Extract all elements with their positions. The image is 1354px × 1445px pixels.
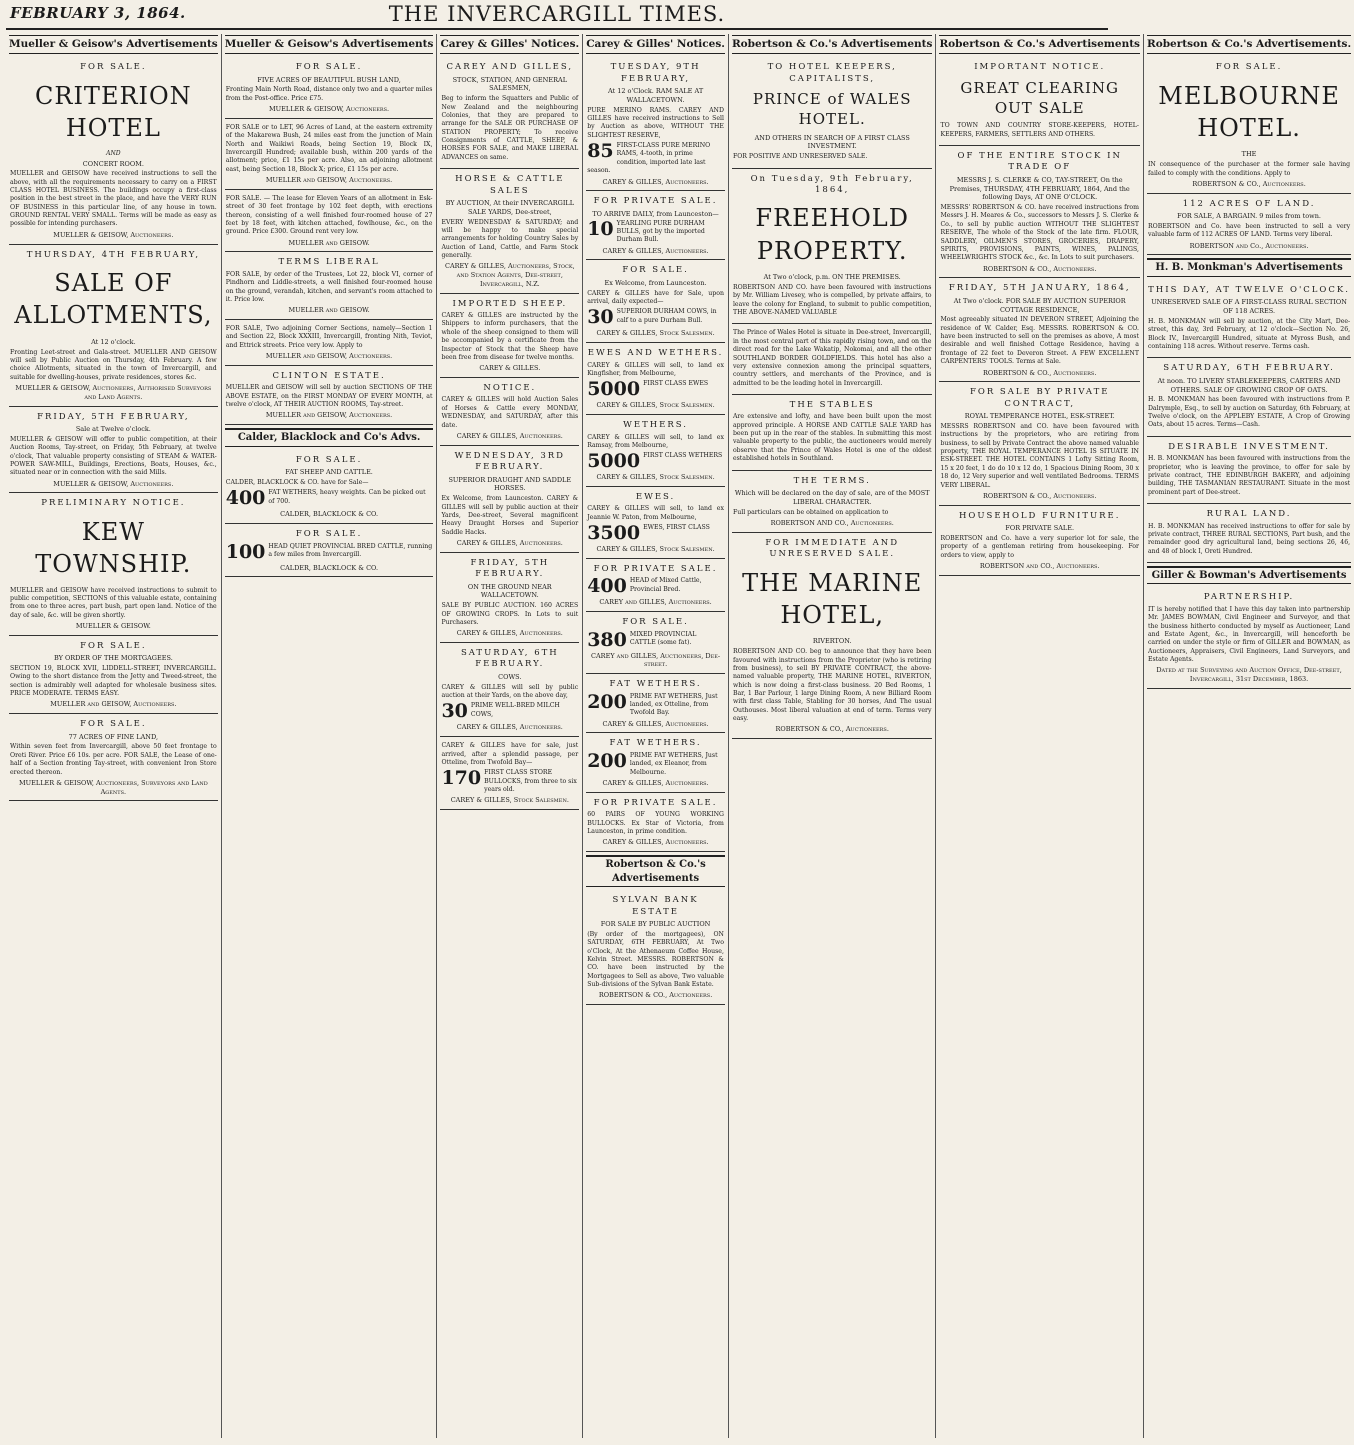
ad-line: SUPERIOR DRAUGHT AND SADDLE HORSES. (448, 475, 572, 493)
lot-description: FIRST CLASS STORE BULLOCKS, from three to six years old. (484, 769, 577, 793)
ad-body: EVERY WEDNESDAY & SATURDAY; and will be happy to make special arrangements for holding Country Sales by Auction of Land, Cattle, and Farm Stock generally. (441, 218, 579, 259)
ad-line: TO ARRIVE DAILY, from Launceston— (592, 209, 719, 218)
section-header: Robertson & Co.'s Advertisements (586, 855, 725, 887)
ad-body: FOR SALE or to LET, 96 Acres of Land, at the eastern extremity of the Makarewa Bush, 24 miles east from the junction of Main North and Waikiwi Roads, being Section 19, Block IX, Invercargill Hundred; available bush, within 200 yards of the allotment; price, £1 15s per acre. Also, an adjoining allotment east, being Section 18, Block X; price, £1 15s per acre. (225, 123, 433, 173)
ad-signature: CAREY & GILLES, Auctioneers. (602, 246, 709, 255)
ad-signature: MUELLER & GEISOW, Auctioneers. (53, 479, 174, 488)
lot-number: 200 (587, 749, 627, 772)
ad-title: PRELIMINARY NOTICE. (41, 498, 186, 509)
lot-quantity (226, 489, 433, 508)
ad-line: MESSRS J. S. CLERKE & CO, TAY-STREET, On the Premises, THURSDAY, 4TH FEBRUARY, 1864, And the following Days, AT ONE O'CLOCK. (949, 175, 1130, 202)
ad-signature: MUELLER & GEISOW, Auctioneers, Authorised Surveyors and Land Agents. (15, 384, 212, 401)
ad-headline: SALE OF ALLOTMENTS, (14, 269, 213, 330)
lot-description: FIRST CLASS WETHERS (643, 452, 723, 460)
column-2 (222, 34, 438, 1438)
ad-signature: MUELLER and GEISOW, Auctioneers. (265, 411, 393, 420)
advertisement (732, 324, 933, 395)
advertisement (939, 278, 1140, 382)
lot-quantity (441, 769, 578, 794)
ad-body: MESSRS ROBERTSON and CO. have been favoured with instructions by the proprietors, who are retiring from business, to sell by Private Contract the above named valuable property, THE ROYAL TEMPERANCE HOTEL IS SITUATE IN ESK-STREET. THE HOTEL CONTAINS 1 Lofty Sitting Room, 15 x 20 feet, 1 do do 10 x 12 do, 1 Spacious Dining Room, 30 x 18 do, 12 Very superior and well ventilated Bedrooms. TERMS VERY LIBERAL. (940, 423, 1139, 489)
advertisement (586, 260, 725, 343)
advertisement (225, 524, 434, 577)
ad-title: CAREY AND GILLES, (446, 62, 574, 73)
ad-line: COWS. (498, 672, 522, 681)
ad-line: CONCERT ROOM. (82, 159, 144, 168)
advertisement (1147, 587, 1351, 689)
ad-title: WEDNESDAY, 3RD FEBRUARY. (454, 450, 565, 473)
ad-line: FOR SALE BY PUBLIC AUCTION (600, 920, 711, 929)
ad-line: BY ORDER OF THE MORTGAGEES. (53, 654, 173, 663)
ad-title: WETHERS. (623, 420, 688, 431)
ad-signature: CAREY & GILLES, Stock Salesmen. (596, 545, 715, 554)
advertisement (732, 169, 933, 325)
ad-body: Fronting Main North Road, distance only two and a quarter miles from the Post-office. Price £75. (225, 86, 433, 102)
ad-signature: CAREY & GILLES, Auctioneers. (602, 838, 709, 847)
ad-body: CAREY & GILLES are instructed by the Shippers to inform purchasers, that the whole of the sheep consigned to them will be accompanied by a certificate from the Inspector of Stock that the Sheep have been free from disease for twelve months. (441, 312, 579, 361)
lot-description: FIRST CLASS EWES (643, 380, 709, 388)
ad-body: Ex Welcome, from Launceston. CAREY & GILLES will sell by public auction at their Yards, Dee-street, Several magnificent Heavy Draught Horses and Superior Saddle Hacks. (441, 495, 579, 536)
ad-title: OF THE ENTIRE STOCK IN TRADE OF (957, 150, 1122, 173)
ad-title: FRIDAY, 5TH JANUARY, 1864, (948, 283, 1131, 294)
ad-body: 60 PAIRS OF YOUNG WORKING BULLOCKS. Ex Star of Victoria, from Launceston, in prime condition. (587, 811, 724, 835)
ad-signature: MUELLER and GEISOW. (288, 238, 370, 247)
ad-title: FOR SALE. (622, 617, 689, 628)
lot-number: 3500 (587, 522, 641, 545)
ad-signature: CAREY & GILLES, Auctioneers, Stock, and Station Agents, Dee-street, Invercargill, N.Z. (444, 262, 575, 288)
column-header: Mueller & Geisow's Advertisements (225, 35, 434, 54)
ad-title: DESIRABLE INVESTMENT. (1168, 441, 1330, 452)
advertisement (1147, 57, 1351, 194)
ad-body: SALE BY PUBLIC AUCTION. 160 ACRES OF GROWING CROPS. In Lots to suit Purchasers. (441, 602, 579, 626)
ad-title: FAT WETHERS. (609, 679, 702, 690)
lot-quantity (587, 380, 724, 399)
ad-line: At 12 o'clock. (91, 337, 136, 346)
advertisement (440, 294, 579, 378)
ad-title: FOR SALE. (80, 62, 147, 73)
advertisement (586, 559, 725, 612)
ad-body: CAREY & GILLES will sell by public auction at their Yards, on the above day, (441, 683, 579, 700)
ad-line: At Two o'clock, p.m. ON THE PREMISES. (763, 273, 901, 282)
newspaper-title: THE INVERCARGILL TIMES. (388, 2, 726, 26)
advertisement (1147, 504, 1351, 563)
advertisement (586, 343, 725, 415)
ad-title: 112 ACRES OF LAND. (1182, 198, 1316, 209)
ad-line: THE (1241, 150, 1257, 159)
ad-signature: MUELLER and GEISOW, Auctioneers. (50, 700, 177, 709)
ad-body: H. B. MONKMAN has been favoured with instructions from P. Dalrymple, Esq., to sell by auction on Saturday, 6th February, at Twelve o'clock, on the APPLEBY ESTATE, A Crop of Growing Oats, about 15 acres. Terms—Cash. (1147, 396, 1351, 429)
ad-signature: CAREY & GILLES, Stock Salesmen. (450, 796, 569, 805)
advertisement (1147, 194, 1351, 256)
lot-number: 380 (587, 628, 627, 651)
ad-body: MUELLER & GEISOW will offer to public competition, at their Auction Rooms, Tay-street, on Friday, 5th February, at twelve o'clock, That valuable property consisting of STEAM & WATER-POWER SAW-MILL, Buildings, Erections, Boats, Houses, &c., situated near or in connection with the said Mills. (10, 435, 217, 477)
ad-body: H. B. MONKMAN will sell by auction, at the City Mart, Dee-street, this day, 3rd February, at 12 o'clock—Section No. 26, Block IV., Invercargill Hundred, situate at Myross Bush, and containing 118 acres. Without reserve. Terms cash. (1147, 317, 1351, 350)
lot-quantity (587, 217, 724, 245)
column-header: Mueller & Geisow's Advertisements (9, 35, 218, 54)
lot-description: SUPERIOR DURHAM COWS, in calf to a pure Durham Bull. (616, 308, 717, 324)
ad-title: FOR SALE BY PRIVATE CONTRACT, (969, 387, 1110, 409)
advertisement (440, 553, 579, 643)
lot-description: EWES, FIRST CLASS (643, 524, 710, 532)
lot-description: MIXED PROVINCIAL CATTLE (some fat). (629, 630, 697, 646)
ad-title: FOR SALE. (295, 454, 363, 465)
ad-line: At Two o'clock. FOR SALE BY AUCTION SUPERIOR COTTAGE RESIDENCE, (953, 296, 1126, 314)
ad-body: TO TOWN AND COUNTRY STORE-KEEPERS, HOTEL-KEEPERS, FARMERS, SETTLERS AND OTHERS. (940, 122, 1139, 138)
lot-description: FIRST-CLASS PURE MERINO RAMS, 4-tooth, in prime condition, imported late last season. (587, 142, 711, 175)
ad-subtitle: AND (106, 150, 121, 158)
advertisement (939, 506, 1140, 576)
ad-signature: Dated at the Surveying and Auction Office, Dee-street, Invercargill, 31st December, 1863. (1156, 666, 1342, 684)
advertisement (732, 471, 933, 533)
ad-body: Fronting Leet-street and Gala-street. MUELLER AND GEISOW will sell by Public Auction on Thursday, 4th February. A few choice Allotments, situated in the town of Invercargill, and suitable for dwelling-houses, private residences, stores &c. (10, 348, 217, 381)
advertisement (586, 674, 725, 733)
ad-title: THE TERMS. (793, 475, 871, 486)
ad-body: FOR POSITIVE AND UNRESERVED SALE. (732, 153, 868, 161)
ad-title: FAT WETHERS. (609, 738, 702, 749)
ad-signature: CAREY & GILLES. (479, 364, 541, 373)
advertisement (939, 57, 1140, 146)
lot-description: PRIME WELL-BRED MILCH COWS, (470, 702, 560, 718)
lot-number: 170 (441, 767, 482, 790)
lot-number: 100 (225, 540, 266, 563)
ad-signature: MUELLER and GEISOW, Auctioneers. (265, 176, 393, 185)
lot-number: 5000 (587, 378, 641, 401)
lot-number: 200 (587, 690, 627, 713)
ad-signature: ROBERTSON & CO., Auctioneers. (1192, 179, 1306, 188)
ad-signature: CAREY & GILLES, Auctioneers. (456, 723, 563, 732)
lot-number: 30 (587, 306, 614, 329)
ad-signature: CAREY & GILLES, Auctioneers. (456, 629, 563, 638)
ad-title: FOR SALE. (295, 62, 363, 73)
masthead (6, 2, 1108, 30)
advertisement (225, 320, 434, 366)
ad-title: IMPORTANT NOTICE. (974, 62, 1106, 73)
ad-line: Ex Welcome, from Launceston. (604, 278, 707, 287)
advertisement (440, 446, 579, 553)
advertisement (225, 252, 434, 320)
ad-title: FOR SALE. (1215, 62, 1283, 73)
lot-number: 30 (441, 700, 468, 723)
lot-number: 400 (587, 575, 627, 598)
advertisement (9, 245, 218, 407)
ad-signature: ROBERTSON & CO., Auctioneers. (982, 264, 1097, 273)
ad-signature: CAREY & GILLES, Stock Salesmen. (596, 401, 715, 410)
ad-line: Which will be declared on the day of sale, are of the MOST LIBERAL CHARACTER. (734, 489, 930, 506)
ad-line: AND OTHERS IN SEARCH OF A FIRST CLASS INVESTMENT. (754, 133, 910, 151)
advertisement (732, 395, 933, 471)
ad-title: SATURDAY, 6TH FEBRUARY. (460, 648, 559, 670)
ad-title: HORSE & CATTLE SALES (455, 174, 565, 196)
ad-signature: CAREY & GILLES, Auctioneers. (456, 538, 563, 547)
ad-headline: PRINCE of WALES HOTEL. (752, 90, 912, 129)
advertisement (9, 636, 218, 714)
ad-headline: GREAT CLEARING OUT SALE (960, 78, 1119, 117)
ad-signature: CAREY & GILLES, Auctioneers. (602, 719, 709, 728)
ad-title: NOTICE. (483, 383, 537, 393)
column-5 (729, 34, 937, 1438)
ad-signature: ROBERTSON and CO., Auctioneers. (979, 561, 1100, 570)
column-header: Robertson & Co.'s Advertisements (939, 35, 1140, 54)
ad-signature: CAREY & GILLES, Auctioneers. (602, 177, 709, 186)
ad-body: CAREY & GILLES will sell, to land ex Ramsay, from Melbourne, (587, 433, 724, 449)
ad-title: On Tuesday, 9th February, 1864, (750, 173, 914, 195)
ad-headline: CRITERION HOTEL (35, 81, 192, 143)
column-header: Robertson & Co.'s Advertisements. (1147, 35, 1351, 54)
ad-body: ROBERTSON and Co. have a very superior lot for sale, the property of a gentleman retiring from housekeeping. For orders to view, apply to (940, 534, 1139, 559)
lot-number: 85 (587, 140, 614, 163)
ad-title: EWES. (635, 491, 676, 502)
advertisement (732, 533, 933, 739)
lot-description: HEAD of Mixed Cattle, Provincial Bred. (629, 577, 702, 593)
ad-body: Beg to inform the Squatters and Public of New Zealand and the neighbouring Colonies, that they are prepared to arrange for the SALE OR PURCHASE OF STATION PROPERTY; To receive Consignments of CATTLE, SHEEP, & HORSES FOR SALE, and MAKE LIBERAL ADVANCES on same. (441, 95, 579, 161)
ad-title: HOUSEHOLD FURNITURE. (958, 510, 1121, 521)
lot-quantity (587, 452, 724, 471)
advertisement (1147, 437, 1351, 504)
ad-line: FOR SALE, A BARGAIN. 9 miles from town. (1177, 212, 1321, 221)
advertisement (9, 493, 218, 635)
ad-signature: ROBERTSON & CO., Auctioneers. (598, 991, 713, 1000)
ad-body: CALDER, BLACKLOCK & CO. have for Sale— (225, 478, 369, 486)
lot-number: 5000 (587, 450, 641, 473)
ad-title: TUESDAY, 9TH FEBRUARY, (610, 62, 701, 84)
advertisement (586, 191, 725, 260)
lot-quantity (225, 540, 433, 563)
advertisement (9, 407, 218, 494)
ad-body: IT is hereby notified that I have this day taken into partnership Mr. JAMES BOWMAN, Civil Engineer and Surveyor, and that the business hitherto conducted by myself as Auctioneer, Land and Estate Agent, &c., in Invercargill, will henceforth be carried on under the style or firm of GILLER and BOWMAN, as Auctioneers, Appraisers, Civil Engineers, Land Surveyors, and Estate Agents. (1147, 605, 1351, 664)
ad-line: FIVE ACRES OF BEAUTIFUL BUSH LAND, (257, 75, 401, 84)
advertisement (586, 487, 725, 559)
ad-signature: MUELLER & GEISOW, Auctioneers. (269, 105, 390, 114)
ad-line: Sale at Twelve o'clock. (75, 425, 151, 434)
lot-quantity (587, 142, 724, 175)
lot-quantity (587, 690, 724, 718)
advertisement (440, 169, 579, 294)
advertisement (586, 612, 725, 674)
column-7 (1144, 34, 1354, 1438)
lot-description: PRIME FAT WETHERS, Just landed, ex Otteline, from Twofold Bay. (629, 692, 718, 717)
ad-line: FOR PRIVATE SALE. (1005, 524, 1075, 533)
ad-line: FAT SHEEP AND CATTLE. (285, 468, 373, 477)
lot-quantity (587, 308, 724, 327)
advertisement (586, 793, 725, 852)
ad-body: Most agreeably situated IN DEVERON STREET, Adjoining the residence of W. Calder, Esq. MESSRS. ROBERTSON & CO. have been instructed to sell on the premises as above, A most desirable and well finished Cottage Residence, having a frontage of 22 feet to Deveron Street. A FEW EXCELLENT CARPENTERS' TOOLS. Terms at Sale. (940, 316, 1139, 366)
ad-body: MESSRS' ROBERTSON & CO. have received instructions from Messrs J. H. Meares & Co., successors to Messrs J. S. Clerke & Co., to sell by public auction WITHOUT THE SLIGHTEST RESERVE, The whole of the Stock of the late firm. FLOUR, SADDLERY, OILMEN'S STORES, GROCERIES, DRAPERY, SPIRITS, PROVISIONS, PAINTS, WINES, PALINGS, WHEELWRIGHTS STOCK &c., &c. In Lots to suit purchasers. (940, 204, 1139, 262)
advertisement (586, 890, 725, 1005)
ad-title: EWES AND WETHERS. (587, 348, 724, 359)
ad-title: TERMS LIBERAL (278, 257, 380, 268)
ad-signature: CAREY and GILLES, Auctioneers, Dee-street. (591, 651, 721, 669)
ad-body: FOR SALE, by order of the Trustees, Lot 22, block VI, corner of Pindhorn and Liddle-streets, a well finished four-roomed house on the ground, verandah, kitchen, and servant's room attached to it. Price low. (225, 270, 433, 303)
ad-title: FOR SALE. (622, 265, 689, 276)
ad-signature: CALDER, BLACKLOCK & CO. (280, 510, 379, 519)
ad-title: SYLVAN BANK ESTATE (612, 895, 699, 917)
ad-title: TO HOTEL KEEPERS, CAPITALISTS, (767, 62, 897, 84)
ad-title: FRIDAY, 5TH FEBRUARY, (37, 411, 190, 422)
ad-body: CAREY & GILLES have for sale, just arrived, after a splendid passage, per Otteline, from Twofold Bay— (441, 742, 579, 766)
ad-line: At 12 o'Clock. RAM SALE AT WALLACETOWN. (607, 87, 704, 104)
ad-line: BY AUCTION, At their INVERCARGILL SALE YARDS, Dee-street, (445, 198, 575, 216)
lot-description: PRIME FAT WETHERS, Just landed, ex Eleanor, from Melbourne. (629, 751, 718, 776)
ad-signature: CALDER, BLACKLOCK & CO. (280, 563, 379, 572)
ad-signature: CAREY & GILLES, Stock Salesmen. (596, 473, 715, 482)
column-6 (936, 34, 1144, 1438)
ad-body: H. B. MONKMAN has been favoured with instructions from the proprietor, who is leaving the province, to offer for sale by private contract, THE EDINBURGH BAKERY, and adjoining building, THE TASMANIAN RESTAURANT. Situate in the most prominent part of Dee-street. (1147, 455, 1351, 496)
ad-title: THE STABLES (789, 399, 875, 410)
ad-body: ROBERTSON AND CO. have been favoured with instructions by Mr. William Livesey, who is compelled, by private affairs, to leave the colony for England, to submit to public competition, THE ABOVE-NAMED VALUABLE (732, 283, 932, 317)
lot-quantity (587, 524, 724, 543)
ad-title: FOR PRIVATE SALE. (593, 797, 718, 808)
ad-title: FOR IMMEDIATE AND UNRESERVED SALE. (765, 537, 900, 560)
column-1 (6, 34, 222, 1438)
advertisement (1147, 280, 1351, 358)
lot-description: HEAD QUIET PROVINCIAL BRED CATTLE, running a few miles from Invercargill. (268, 542, 433, 558)
lot-number: 10 (587, 217, 614, 240)
ad-signature: MUELLER & GEISOW, Auctioneers. (53, 230, 174, 239)
ad-signature: MUELLER & GEISOW. (75, 622, 151, 631)
ad-signature: MUELLER and GEISOW. (288, 306, 370, 315)
ad-body: H. B. MONKMAN has received instructions to offer for sale by private contract, THREE RURAL SECTIONS, Part bush, and the remainder good dry agricultural land, being sections 26, 46, and 48 of block I, Oreti Hundred. (1147, 522, 1351, 555)
advertisement (440, 378, 579, 446)
ad-headline: KEW TOWNSHIP. (35, 517, 192, 579)
ad-headline: MELBOURNE HOTEL. (1158, 81, 1340, 143)
column-header: Robertson & Co.'s Advertisements (732, 35, 933, 54)
lot-description: FAT WETHERS, heavy weights. Can be picked out of 700. (268, 489, 426, 505)
section-header: H. B. Monkman's Advertisements (1147, 258, 1351, 277)
ad-title: CLINTON ESTATE. (272, 370, 386, 381)
ad-body: (By order of the mortgagees), ON SATURDAY, 6TH FEBRUARY, At Two o'Clock, At the Athenaeum Coffee House, Kelvin Street. MESSRS. ROBERTSON & CO. have been instructed by the Mortgagees to Sell as above, Two valuable Sub-divisions of the Sylvan Bank Estate. (587, 930, 724, 988)
ad-title: FOR SALE. (80, 640, 147, 651)
ad-signature: ROBERTSON & CO., Auctioneers. (775, 725, 889, 734)
advertisement (586, 415, 725, 487)
ad-body: Within seven feet from Invercargill, above 50 feet frontage to Oreti River. Price £6 10s. per acre. FOR SALE, the Lease of one-half of a Section fronting Tay-street, with convenient Iron Store erected thereon. (10, 743, 217, 776)
lot-quantity (441, 702, 578, 721)
ad-body: PURE MERINO RAMS. CAREY AND GILLES have received instructions to Sell by Auction as above, WITHOUT THE SLIGHTEST RESERVE, (587, 106, 724, 139)
ad-body: CAREY & GILLES will sell, to land ex Jeannie W. Paton, from Melbourne, (587, 505, 724, 521)
ad-body: Are extensive and lofty, and have been built upon the most approved principle. A HORSE AND CATTLE SALE YARD has been put up in the rear of the stables. In submitting this most valuable property to the public, the auctioneers would merely observe that the Prince of Wales Hotel is one of the oldest established hotels in Southland. (732, 413, 932, 463)
ad-title: FOR SALE. (295, 529, 363, 540)
ad-signature: CAREY and GILLES, Auctioneers. (599, 598, 712, 607)
column-header: Carey & Gilles' Notices. (440, 35, 579, 54)
ad-signature: ROBERTSON AND CO., Auctioneers. (770, 518, 894, 527)
advertisement (225, 450, 434, 524)
ad-body: ROBERTSON and Co. have been instructed to sell a very valuable farm of 112 ACRES OF LAND. Terms very liberal. (1147, 222, 1351, 239)
ad-body: SECTION 19, BLOCK XVII, LIDDELL-STREET, INVERCARGILL. Owing to the short distance from the Jetty and Tweed-street, the section is admirably well adapted for wholesale business sites. PRICE MODERATE. TERMS EASY. (10, 665, 217, 698)
ad-body: CAREY & GILLES will hold Auction Sales of Horses & Cattle every MONDAY, WEDNESDAY, and SATURDAY, after this date. (441, 396, 579, 429)
ad-headline: THE MARINE HOTEL, (742, 568, 923, 630)
lot-description: YEARLING PURE DURHAM BULLS, got by the imported Durham Bull. (616, 219, 705, 244)
section-header: Calder, Blacklock and Co's Advs. (225, 428, 434, 447)
advertisement (939, 146, 1140, 279)
ad-body: ROBERTSON AND CO. beg to announce that they have been favoured with instructions from the Proprietor (who is retiring from business), to sell BY PRIVATE CONTRACT, the above-named valuable property, THE MARINE HOTEL, RIVERTON, which is now doing a first-class business. 20 Bed Rooms, 1 Bar, 1 Bar Parlour, 1 large Dining Room, A new Billiard Room with first class Table, Stabling for 30 horses, And The usual Outhouses. Most liberal valuation at end of term. Terms very easy. (732, 648, 932, 723)
advertisement (225, 119, 434, 190)
ad-line: ON THE GROUND NEAR WALLACETOWN. (467, 582, 552, 600)
advertisement (225, 366, 434, 425)
column-3 (437, 34, 583, 1438)
ad-body: MUELLER and GEISOW will sell by auction SECTIONS OF THE ABOVE ESTATE, on the FIRST MONDAY OF EVERY MONTH, at twelve o'clock, AT THEIR AUCTION ROOMS, Tay-street. (225, 384, 433, 409)
ad-body: CAREY & GILLES have for Sale, upon arrival, daily expected— (587, 289, 724, 305)
ad-title: THURSDAY, 4TH FEBRUARY, (26, 249, 201, 260)
ad-line: ROYAL TEMPERANCE HOTEL, ESK-STREET. (964, 412, 1115, 421)
ad-line: STOCK, STATION, AND GENERAL SALESMEN, (452, 75, 568, 93)
ad-title: FOR PRIVATE SALE. (593, 563, 718, 574)
issue-date: FEBRUARY 3, 1864. (10, 4, 186, 22)
lot-quantity (587, 628, 724, 651)
ad-line: At noon. TO LIVERY STABLEKEEPERS, CARTERS AND OTHERS. SALE OF GROWING CROP OF OATS. (1157, 376, 1341, 394)
ad-title: THIS DAY, AT TWELVE O'CLOCK. (1148, 284, 1350, 295)
advertisement (939, 382, 1140, 505)
ad-body: IN consequence of the purchaser at the former sale having failed to comply with the conditions. Apply to (1147, 161, 1351, 177)
ad-body: Full particulars can be obtained on application to (732, 508, 889, 516)
ad-signature: CAREY & GILLES, Stock Salesmen. (596, 329, 715, 338)
ad-title: PARTNERSHIP. (1203, 592, 1295, 603)
ad-body: MUELLER and GEISOW have received instructions to submit to public competition, SECTIONS of this valuable estate, containing from one to three acres, part bush, part open land. Notice of the day of sale, &c. will be given shortly. (10, 586, 217, 619)
ad-signature: CAREY & GILLES, Auctioneers. (456, 431, 563, 440)
ad-title: FOR SALE. (80, 719, 147, 730)
ad-signature: MUELLER and GEISOW, Auctioneers. (265, 352, 393, 361)
advertisement (9, 714, 218, 801)
advertisement (9, 57, 218, 244)
advertisement-columns (6, 34, 1352, 1438)
advertisement (586, 57, 725, 191)
ad-signature: ROBERTSON and Co., Auctioneers. (1189, 241, 1309, 250)
advertisement (732, 57, 933, 168)
ad-line: UNRESERVED SALE OF A FIRST-CLASS RURAL SECTION OF 118 ACRES. (1151, 298, 1347, 316)
ad-title: SATURDAY, 6TH FEBRUARY. (1163, 363, 1335, 374)
advertisement (225, 57, 434, 119)
advertisement (440, 737, 579, 810)
ad-body: FOR SALE, Two adjoining Corner Sections, namely—Section 1 and Section 22, Block XXXIII, Invercargill, fronting Nith, Teviot, and Ettrick streets. Price very low. Apply to (225, 325, 433, 349)
ad-signature: MUELLER & GEISOW, Auctioneers, Surveyors and Land Agents. (19, 778, 208, 796)
ad-title: FRIDAY, 5TH FEBRUARY. (470, 557, 550, 580)
section-header: Giller & Bowman's Advertisements (1147, 566, 1351, 585)
ad-body: The Prince of Wales Hotel is situate in Dee-street, Invercargill, in the most central part of this rapidly rising town, and on the direct road for the Lake Wakatip, Nokomai, and all the other SOUTHLAND BORDER GOLDFIELDS. This hotel has also a very extensive connexion among the principal squatters, country settlers, and merchants of the Province, and is admitted to be the leading hotel in Invercargill. (732, 329, 932, 387)
ad-line: RIVERTON. (812, 637, 852, 646)
advertisement (440, 643, 579, 737)
ad-signature: CAREY & GILLES, Auctioneers. (602, 779, 709, 788)
ad-line: 77 ACRES OF FINE LAND, (68, 732, 159, 741)
ad-body: FOR SALE. — The lease for Eleven Years of an allotment in Esk-street of 30 feet frontage by 102 feet depth, with erections thereon, consisting of a well finished four-roomed house of 27 feet by 18 feet, with kitchen attached, fowlhouse, &c., on the ground. Price £300. Ground rent very low. (225, 194, 433, 236)
lot-number: 400 (225, 487, 266, 510)
ad-title: FOR PRIVATE SALE. (593, 196, 718, 207)
column-header: Carey & Gilles' Notices. (586, 35, 725, 54)
advertisement (440, 57, 579, 169)
ad-signature: ROBERTSON & CO., Auctioneers. (982, 368, 1097, 377)
advertisement (225, 190, 434, 253)
advertisement (1147, 358, 1351, 436)
ad-signature: ROBERTSON & CO., Auctioneers. (982, 491, 1097, 500)
lot-quantity (587, 749, 724, 777)
lot-quantity (587, 577, 724, 596)
ad-title: IMPORTED SHEEP. (452, 298, 568, 309)
column-4 (583, 34, 729, 1438)
ad-title: RURAL LAND. (1206, 509, 1292, 520)
ad-body: CAREY & GILLES will sell, to land ex Kingfisher, from Melbourne, (587, 361, 724, 377)
advertisement (586, 733, 725, 792)
ad-body: MUELLER and GEISOW have received instructions to sell the above, with all the requirements necessary to carry on a FIRST CLASS HOTEL BUSINESS. The buildings occupy a first-class position in the best street in the place, and have the VERY RUN OF BUSINESS in this particular line, of any house in town. GROUND RENTAL VERY SMALL. Terms will be made as easy as possible for intending purchasers. (10, 170, 217, 228)
ad-headline: FREEHOLD PROPERTY. (755, 204, 909, 265)
